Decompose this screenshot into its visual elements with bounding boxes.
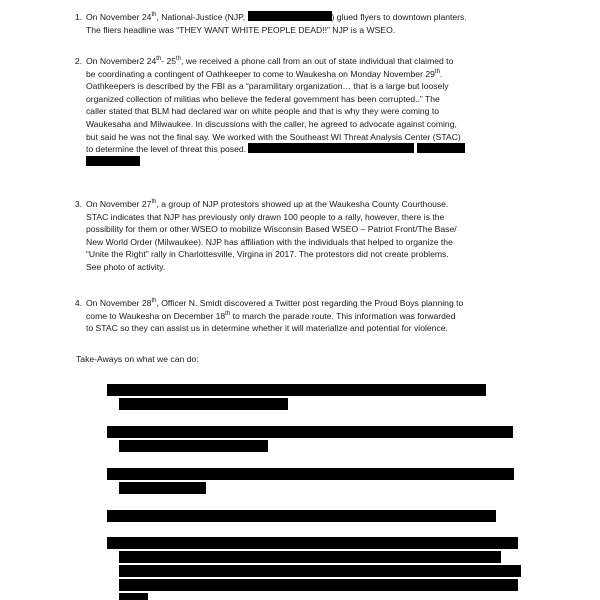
redaction-bar — [248, 11, 332, 21]
text-line: New World Order (Milwaukee). NJP has affiliation with the individuals that helped to organize the — [86, 236, 453, 247]
redaction-bar — [119, 579, 518, 591]
text-line: On November 27th, a group of NJP protestors showed up at the Waukesha County Courthouse. — [86, 199, 449, 209]
redaction-bar — [417, 143, 465, 153]
text-line: possibility for them or other WSEO to mobilize Wisconsin Based WSEO – Patriot Front/The Base/ — [86, 224, 457, 235]
list-item-1 — [74, 11, 526, 36]
text-line: Oathkeepers is described by the FBI as a “paramilitary organization… that is a large but loosely — [86, 81, 449, 92]
text-line: On November2 24th- 25th, we received a phone call from an out of state individual that claimed to — [86, 56, 454, 66]
text-line: but said he was not the final say. We worked with the Southeast WI Threat Analysis Center (STAC) — [86, 131, 461, 142]
list-item-4 — [74, 297, 526, 335]
takeaways-heading: Take-Aways on what we can do: — [76, 354, 199, 364]
text-line: STAC indicates that NJP has previously only drawn 100 people to a rally, however, there is the — [86, 211, 445, 222]
redacted-line — [86, 156, 526, 169]
redaction-bar — [119, 398, 288, 410]
redaction-bar — [119, 440, 268, 452]
text-line: See photo of activity. — [86, 261, 166, 272]
text-line: The fliers headline was “THEY WANT WHITE PEOPLE DEAD!!” NJP is a WSEO. — [86, 24, 396, 35]
item-number: 3. — [74, 199, 82, 209]
redaction-bar — [119, 593, 148, 600]
item-number: 1. — [74, 12, 82, 22]
redaction-bar — [107, 468, 514, 480]
redaction-bar — [107, 426, 513, 438]
text-line: organized collection of militias who believe the federal government has been corrupted..” The — [86, 93, 440, 104]
text-line: On November 28th, Officer N. Smidt discovered a Twitter post regarding the Proud Boys planning to — [86, 298, 464, 308]
redaction-bar — [119, 565, 521, 577]
redaction-bar — [119, 551, 501, 563]
redaction-bar — [248, 143, 414, 153]
text-line: “Unite the Right” rally in Charlottesville, Virgina in 2017. The protestors did not create problems. — [86, 249, 449, 260]
text-line: caller stated that BLM had declared war on white people and that is why they were coming to — [86, 106, 440, 117]
redaction-bar — [107, 537, 518, 549]
redaction-bar — [107, 510, 496, 522]
text-line: be coordinating a contingent of Oathkeeper to come to Waukesha on Monday November 29th. — [86, 68, 443, 79]
list-item-2 — [74, 55, 526, 168]
list-item-3 — [74, 198, 526, 274]
item-number: 4. — [74, 298, 82, 308]
item-number: 2. — [74, 56, 82, 66]
text-line: Waukesaha and Milwaukee. In discussions with the caller, he agreed to advocate against coming, — [86, 118, 457, 129]
text-line: come to Waukesha on December 18th to march the parade route. This information was forwarded — [86, 310, 456, 321]
redaction-bar — [119, 482, 206, 494]
redaction-bar — [86, 156, 140, 166]
text-line: to determine the level of threat this posed. — [86, 143, 526, 156]
text-line: to STAC so they can assist us in determine whether it will materialize and potential for violence. — [86, 323, 448, 334]
text-line: On November 24th, National-Justice (NJP, ) glued flyers to downtown planters. — [86, 12, 467, 22]
redaction-bar — [107, 384, 486, 396]
